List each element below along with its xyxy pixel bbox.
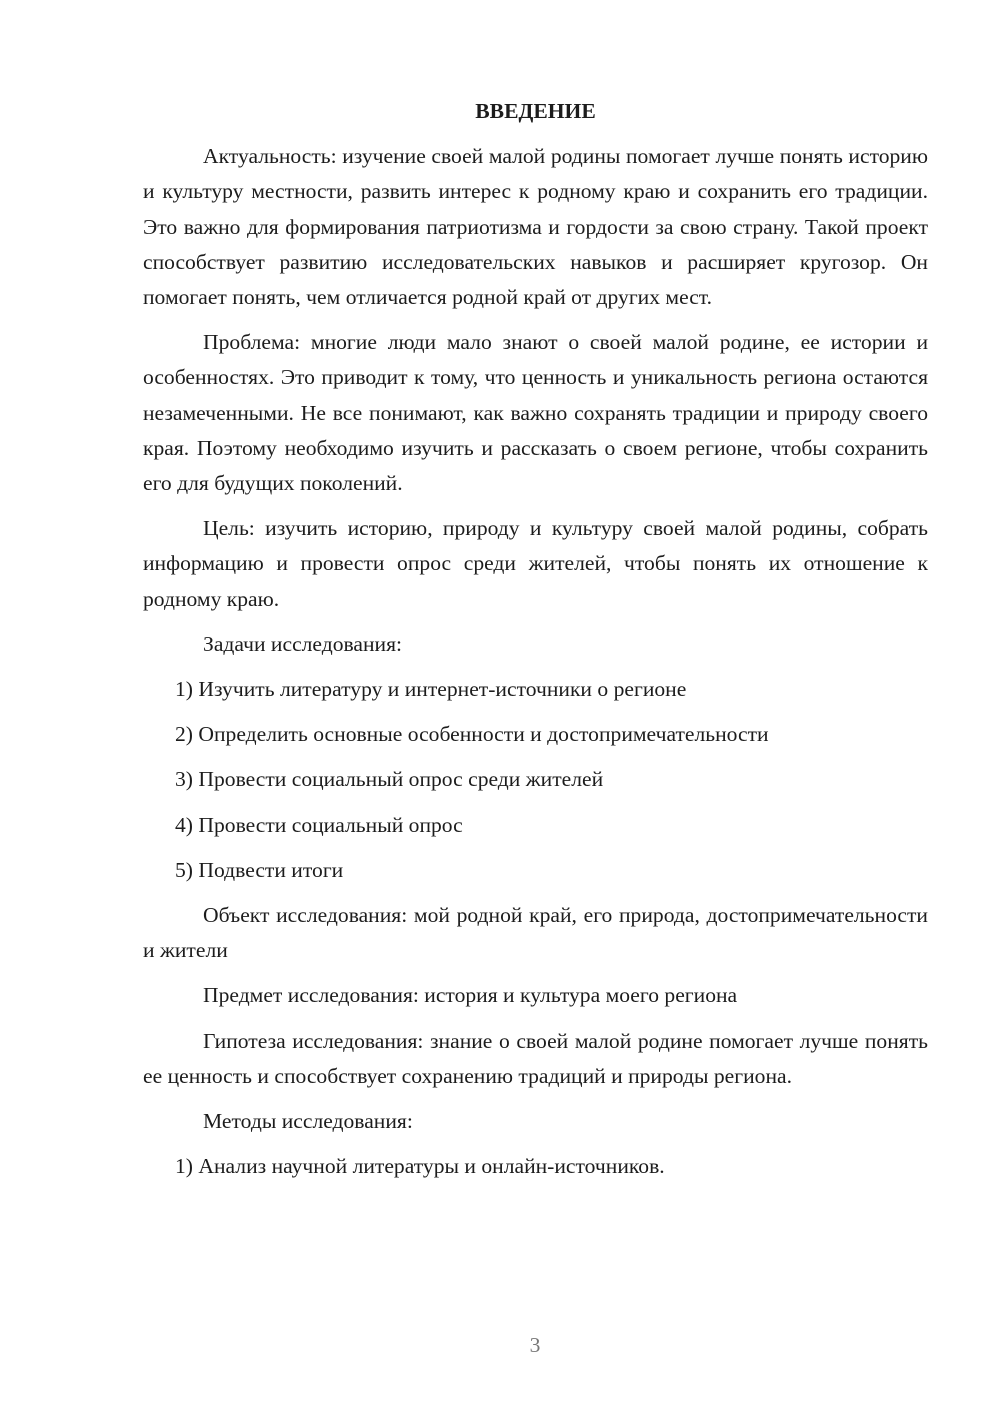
page-content	[143, 94, 928, 1194]
tasks-list	[143, 672, 928, 888]
methods-list	[143, 1149, 928, 1184]
goal-paragraph: Цель: изучить историю, природу и культуру своей малой родины, собрать информацию и провести опрос среди жителей, чтобы понять их отношение к родному краю.	[143, 516, 928, 611]
tasks-heading: Задачи исследования:	[203, 631, 403, 656]
list-item: 2) Определить основные особенности и достопримечательности	[175, 722, 769, 747]
page-number: 3	[529, 1333, 541, 1357]
list-item: 1) Анализ научной литературы и онлайн-источников.	[175, 1154, 665, 1179]
page-title: ВВЕДЕНИЕ	[475, 99, 596, 123]
hypothesis-paragraph: Гипотеза исследования: знание о своей малой родине помогает лучше понять ее ценность и способствует сохранению традиций и природы региона.	[143, 1028, 928, 1088]
methods-heading: Методы исследования:	[203, 1109, 413, 1134]
relevance-paragraph: Актуальность: изучение своей малой родины помогает лучше понять историю и культуру местности, развить интерес к родному краю и сохранить его традиции. Это важно для формирования патриотизма и гордости за свою страну. Такой проект способствует развитию исследовательских навыков и расширяет кругозор. Он помогает понять, чем отличается родной край от других мест.	[143, 144, 928, 310]
list-item: 1) Изучить литературу и интернет-источники о регионе	[175, 677, 687, 702]
subject-paragraph: Предмет исследования: история и культура моего региона	[203, 983, 738, 1008]
list-item: 4) Провести социальный опрос	[175, 812, 463, 837]
problem-paragraph: Проблема: многие люди мало знают о своей малой родине, ее истории и особенностях. Это приводит к тому, что ценность и уникальность региона остаются незамеченными. Не все понимают, как важно сохранять традиции и природу своего края. Поэтому необходимо изучить и рассказать о своем регионе, чтобы сохранить его для будущих поколений.	[143, 330, 928, 496]
list-item: 3) Провести социальный опрос среди жителей	[175, 767, 604, 792]
list-item: 5) Подвести итоги	[175, 857, 344, 882]
object-paragraph: Объект исследования: мой родной край, его природа, достопримечательности и жители	[143, 903, 928, 963]
